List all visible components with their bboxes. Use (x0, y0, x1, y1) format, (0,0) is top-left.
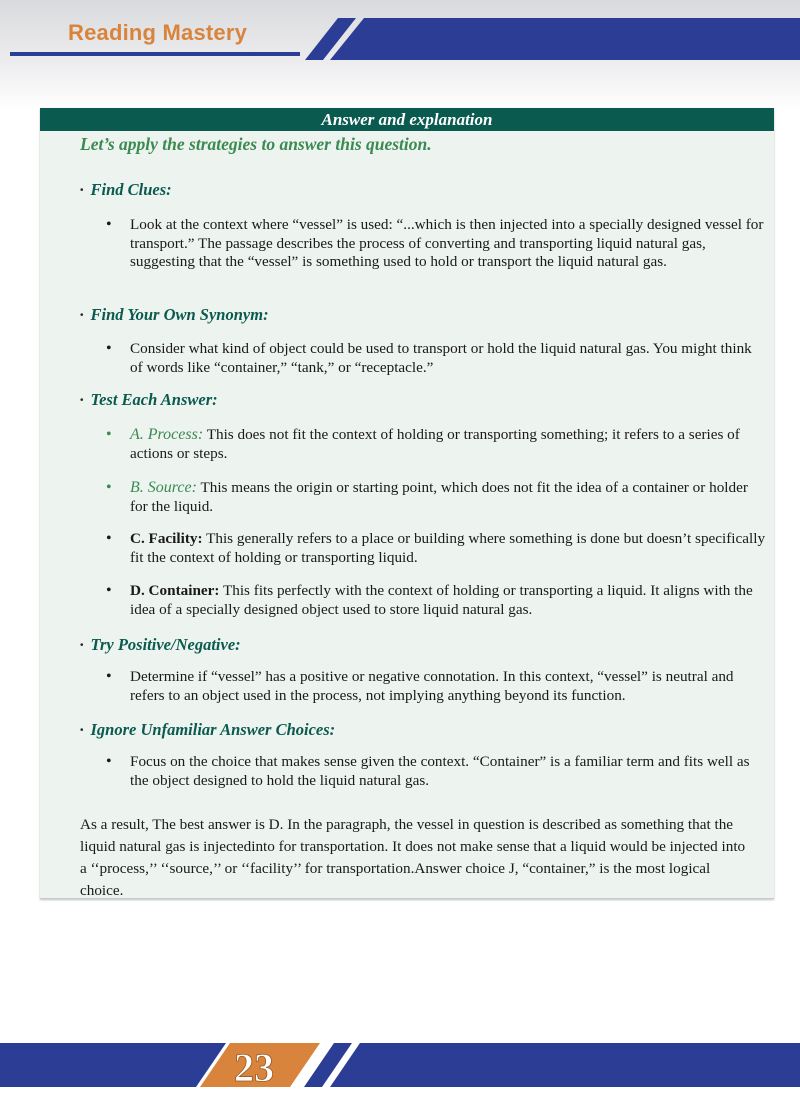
choice-text: This does not fit the context of holding or transporting something; it refers to a series of actions or steps. (130, 426, 740, 462)
choice-text: This fits perfectly with the context of holding or transporting a liquid. It aligns with the idea of a specially designed object used to store liquid natural gas. (130, 582, 753, 618)
section-title: Find Clues: (90, 180, 172, 199)
section-positive-negative (79, 635, 241, 655)
section-bullet: · (79, 720, 85, 739)
conclusion-paragraph: As a result, The best answer is D. In the paragraph, the vessel in question is described as something that the liquid natural gas is injectedinto for transportation. It does not make sense that a liquid would be injected into a ‘‘process,’’ ‘‘source,’’ or ‘‘facility’’ for transportation.Answer choice J, “container,” is the most logical choice. (80, 816, 746, 899)
answer-explanation-card (40, 108, 774, 899)
item-text: Focus on the choice that makes sense given the context. “Container” is a familiar term and fits well as the object designed to hold the liquid natural gas. (130, 753, 750, 789)
answer-choice-b (130, 479, 768, 516)
choice-label: C. Facility: (130, 530, 203, 547)
list-item (130, 340, 768, 377)
footer-bar-left (0, 1043, 226, 1087)
footer-bar-right (330, 1043, 800, 1087)
section-title: Find Your Own Synonym: (90, 305, 269, 324)
section-title: Try Positive/Negative: (90, 635, 241, 654)
answer-choice-c (130, 530, 768, 567)
card-heading: Answer and explanation (40, 108, 774, 131)
section-ignore-unfamiliar (79, 720, 335, 740)
section-title: Ignore Unfamiliar Answer Choices: (90, 720, 336, 739)
item-text: Determine if “vessel” has a positive or negative connotation. In this context, “vessel” is neutral and refers to an object used in the process, not implying anything beyond its function. (130, 668, 734, 704)
section-bullet: · (79, 390, 85, 409)
choice-text: This means the origin or starting point, which does not fit the idea of a container or holder for the liquid. (130, 479, 748, 515)
header-band (0, 16, 800, 62)
section-find-synonym (79, 305, 269, 325)
page-number: 23 (234, 1045, 274, 1087)
section-bullet: · (79, 305, 85, 324)
intro-text: Let’s apply the strategies to answer this question. (80, 134, 432, 154)
header-bar (330, 18, 800, 60)
list-item (130, 753, 768, 790)
answer-choice-d (130, 582, 768, 619)
item-text: Consider what kind of object could be used to transport or hold the liquid natural gas. You might think of words like “container,” “tank,” or “receptacle.” (130, 340, 752, 376)
choice-text: This generally refers to a place or building where something is done but doesn’t specifically fit the context of holding or transporting liquid. (130, 530, 766, 566)
book-title: Reading Mastery (68, 20, 248, 45)
footer-band (0, 1043, 800, 1087)
choice-label: A. Process: (130, 426, 204, 443)
section-bullet: · (79, 180, 85, 199)
section-bullet: · (79, 635, 85, 654)
section-find-clues (79, 180, 172, 200)
choice-label: B. Source: (130, 479, 197, 496)
section-test-each-answer (79, 390, 218, 410)
choice-label: D. Container: (130, 582, 220, 599)
list-item (130, 668, 768, 705)
section-title: Test Each Answer: (90, 390, 218, 409)
item-text: Look at the context where “vessel” is used: “...which is then injected into a specially designed vessel for transport.” The passage describes the process of converting and transporting liquid natural gas, suggesting that the “vessel” is something used to hold or transport the liquid natural gas. (130, 216, 764, 270)
list-item (130, 216, 768, 272)
answer-choice-a (130, 426, 768, 463)
